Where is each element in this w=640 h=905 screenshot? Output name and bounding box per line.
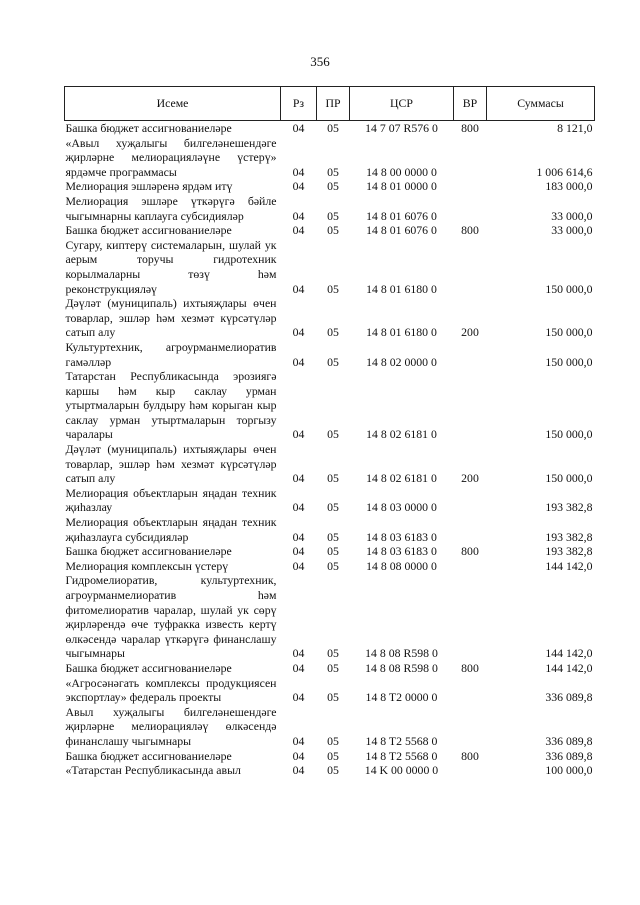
row-sum: 193 382,8	[545, 544, 593, 559]
page-number: 356	[310, 54, 330, 69]
row-pr: 05	[327, 660, 339, 675]
row-rz: 04	[292, 427, 305, 442]
row-sum: 100 000,0	[545, 763, 593, 778]
table-row	[65, 573, 595, 661]
row-csr: 14 8 T2 5568 0	[365, 748, 438, 763]
row-rz: 04	[292, 646, 305, 661]
row-vr	[454, 238, 487, 296]
row-vr: 800	[461, 544, 479, 559]
row-csr: 14 8 02 0000 0	[366, 354, 437, 369]
row-rz: 04	[292, 500, 305, 515]
row-name: «Татарстан Республикасында авыл	[65, 763, 241, 778]
row-pr: 05	[327, 427, 339, 442]
row-pr: 05	[327, 690, 339, 705]
row-rz: 04	[292, 281, 305, 296]
row-sum: 183 000,0	[545, 179, 593, 194]
row-vr	[454, 763, 487, 778]
row-vr: 200	[461, 471, 479, 486]
row-csr: 14 8 T2 0000 0	[365, 690, 438, 705]
row-csr: 14 8 01 6180 0	[366, 325, 437, 340]
row-sum: 193 382,8	[545, 500, 593, 515]
row-pr: 05	[327, 179, 339, 194]
column-header-rz: Рз	[281, 87, 317, 121]
row-csr: 14 K 00 0000 0	[364, 763, 439, 778]
table-row	[65, 179, 595, 194]
row-vr	[454, 194, 487, 223]
row-vr	[454, 369, 487, 442]
row-vr	[454, 573, 487, 661]
row-csr: 14 8 03 6183 0	[366, 529, 437, 544]
row-name: Мелиорация комплексын үстерү	[65, 558, 229, 573]
row-vr: 800	[461, 748, 479, 763]
row-sum: 150 000,0	[545, 427, 593, 442]
row-csr: 14 8 01 6180 0	[366, 281, 437, 296]
row-sum: 33 000,0	[551, 223, 593, 238]
row-vr	[454, 179, 487, 194]
column-header-pr: ПР	[317, 87, 350, 121]
row-sum: 144 142,0	[545, 660, 593, 675]
row-vr	[454, 136, 487, 180]
row-name: Башка бюджет ассигнованиеләре	[65, 748, 232, 763]
row-rz: 04	[292, 354, 305, 369]
row-vr	[454, 705, 487, 749]
row-sum: 8 121,0	[557, 121, 593, 135]
row-name: Авыл хуҗалыгы билгеләнешендәге җирләрне мелиорацияләү өлкәсендә финанслашу чыгымнары	[65, 704, 277, 748]
row-name: «Агросәнәгать комплексы продукциясен экспортлау» федераль проекты	[65, 675, 277, 705]
row-rz: 04	[292, 223, 305, 238]
row-name: Сугару, киптерү системаларын, шулай ук аерым торучы гидротехник корылмаларны төзү һәм реконструкцияләү	[65, 237, 277, 296]
row-sum: 33 000,0	[551, 208, 593, 223]
row-rz: 04	[292, 325, 305, 340]
table-row	[65, 223, 595, 238]
column-header-name: Исеме	[65, 87, 281, 121]
row-name: Башка бюджет ассигнованиеләре	[65, 121, 232, 135]
row-sum: 336 089,8	[545, 733, 593, 748]
row-name: Башка бюджет ассигнованиеләре	[65, 660, 232, 675]
row-csr: 14 8 01 6076 0	[366, 208, 437, 223]
row-rz: 04	[292, 763, 305, 778]
row-pr: 05	[327, 763, 339, 778]
row-rz: 04	[292, 179, 305, 194]
row-pr: 05	[327, 748, 339, 763]
row-csr: 14 8 03 6183 0	[366, 544, 437, 559]
row-name: Культуртехник, агроурманмелиоратив гамәлләр	[65, 339, 277, 369]
row-rz: 04	[292, 208, 305, 223]
row-rz: 04	[292, 164, 305, 179]
row-sum: 193 382,8	[545, 529, 593, 544]
row-name: Башка бюджет ассигнованиеләре	[65, 544, 232, 559]
column-header-csr: ЦСР	[350, 87, 454, 121]
row-name: Дәүләт (муниципаль) ихтыяҗлары өчен товарлар, эшләр һәм хезмәт күрсәтүләр сатып алу	[65, 442, 277, 486]
row-rz: 04	[292, 733, 305, 748]
row-csr: 14 8 03 0000 0	[366, 500, 437, 515]
row-vr: 800	[461, 121, 479, 135]
table-header-row	[65, 87, 595, 121]
row-pr: 05	[327, 529, 339, 544]
table-row	[65, 763, 595, 778]
row-name: Мелиорация эшләре үткәрүгә бәйле чыгымнарны каплауга субсидияләр	[65, 193, 277, 223]
row-sum: 150 000,0	[545, 281, 593, 296]
table-row	[65, 661, 595, 676]
row-name: Татарстан Республикасында эрозиягә каршы һәм кыр саклау урман утыртмаларын булдыру һәм корыган кыр саклау урман утыртмаларын торгызу чаралары	[65, 369, 277, 442]
row-sum: 144 142,0	[545, 558, 593, 573]
table-row	[65, 486, 595, 515]
row-csr: 14 8 08 0000 0	[366, 558, 437, 573]
row-csr: 14 8 T2 5568 0	[365, 733, 438, 748]
row-rz: 04	[292, 748, 305, 763]
row-vr: 800	[461, 660, 479, 675]
row-sum: 150 000,0	[545, 325, 593, 340]
row-name: Мелиорация объектларын яңадан техник җиһазлау	[65, 485, 277, 515]
row-rz: 04	[292, 121, 305, 135]
table-row	[65, 705, 595, 749]
row-name: Дәүләт (муниципаль) ихтыяҗлары өчен товарлар, эшләр һәм хезмәт күрсәтүләр сатып алу	[65, 296, 277, 340]
row-rz: 04	[292, 690, 305, 705]
row-pr: 05	[327, 164, 339, 179]
row-name: Гидромелиоратив, культуртехник, агроурманмелиоратив һәм фитомелиоратив чаралар, шулай ук сөрү җирләрендә өче туфракка известь кертү өлкәсендә чаралар үткәрүгә финанслашу чыгымнары	[65, 573, 277, 661]
row-csr: 14 8 08 R598 0	[365, 660, 438, 675]
table-row	[65, 238, 595, 296]
row-sum: 336 089,8	[545, 748, 593, 763]
row-csr: 14 8 02 6181 0	[366, 471, 437, 486]
row-name: «Авыл хуҗалыгы билгеләнешендәге җирләрне мелиорацияләүне үстерү» ярдәмче программасы	[65, 135, 277, 179]
table-row	[65, 340, 595, 369]
row-sum: 150 000,0	[545, 471, 593, 486]
row-pr: 05	[327, 208, 339, 223]
table-row	[65, 749, 595, 764]
table-row	[65, 515, 595, 544]
table-row	[65, 442, 595, 486]
table-body	[65, 121, 595, 778]
row-vr	[454, 340, 487, 369]
row-name: Башка бюджет ассигнованиеләре	[65, 223, 232, 238]
row-vr	[454, 486, 487, 515]
row-pr: 05	[327, 325, 339, 340]
column-header-sum: Суммасы	[487, 87, 595, 121]
row-pr: 05	[327, 558, 339, 573]
row-pr: 05	[327, 471, 339, 486]
row-name: Мелиорация объектларын яңадан техник җиһазлауга субсидияләр	[65, 515, 277, 544]
row-csr: 14 8 01 0000 0	[366, 179, 437, 194]
row-pr: 05	[327, 354, 339, 369]
row-sum: 144 142,0	[545, 646, 593, 661]
row-rz: 04	[292, 544, 305, 559]
row-csr: 14 8 02 6181 0	[366, 427, 437, 442]
table-row	[65, 676, 595, 705]
table-row	[65, 136, 595, 180]
table-row	[65, 544, 595, 559]
row-vr: 800	[461, 223, 479, 238]
table-row	[65, 194, 595, 223]
row-pr: 05	[327, 121, 339, 135]
row-csr: 14 8 00 0000 0	[366, 164, 437, 179]
row-pr: 05	[327, 733, 339, 748]
row-rz: 04	[292, 558, 305, 573]
table-row	[65, 369, 595, 442]
row-csr: 14 8 01 6076 0	[366, 223, 437, 238]
table-row	[65, 121, 595, 136]
row-pr: 05	[327, 544, 339, 559]
row-vr: 200	[461, 325, 479, 340]
row-rz: 04	[292, 471, 305, 486]
row-pr: 05	[327, 646, 339, 661]
table-row	[65, 559, 595, 574]
row-rz: 04	[292, 529, 305, 544]
row-csr: 14 8 08 R598 0	[365, 646, 438, 661]
row-vr	[454, 676, 487, 705]
row-sum: 1 006 614,6	[536, 164, 593, 179]
row-vr	[454, 515, 487, 544]
row-sum: 336 089,8	[545, 690, 593, 705]
row-pr: 05	[327, 500, 339, 515]
table-row	[65, 296, 595, 340]
row-vr	[454, 559, 487, 574]
budget-table	[64, 86, 595, 778]
row-rz: 04	[292, 660, 305, 675]
row-name: Мелиорация эшләренә ярдәм итү	[65, 179, 233, 194]
column-header-vr: ВР	[454, 87, 487, 121]
row-csr: 14 7 07 R576 0	[365, 121, 438, 135]
row-pr: 05	[327, 223, 339, 238]
row-pr: 05	[327, 281, 339, 296]
row-sum: 150 000,0	[545, 354, 593, 369]
